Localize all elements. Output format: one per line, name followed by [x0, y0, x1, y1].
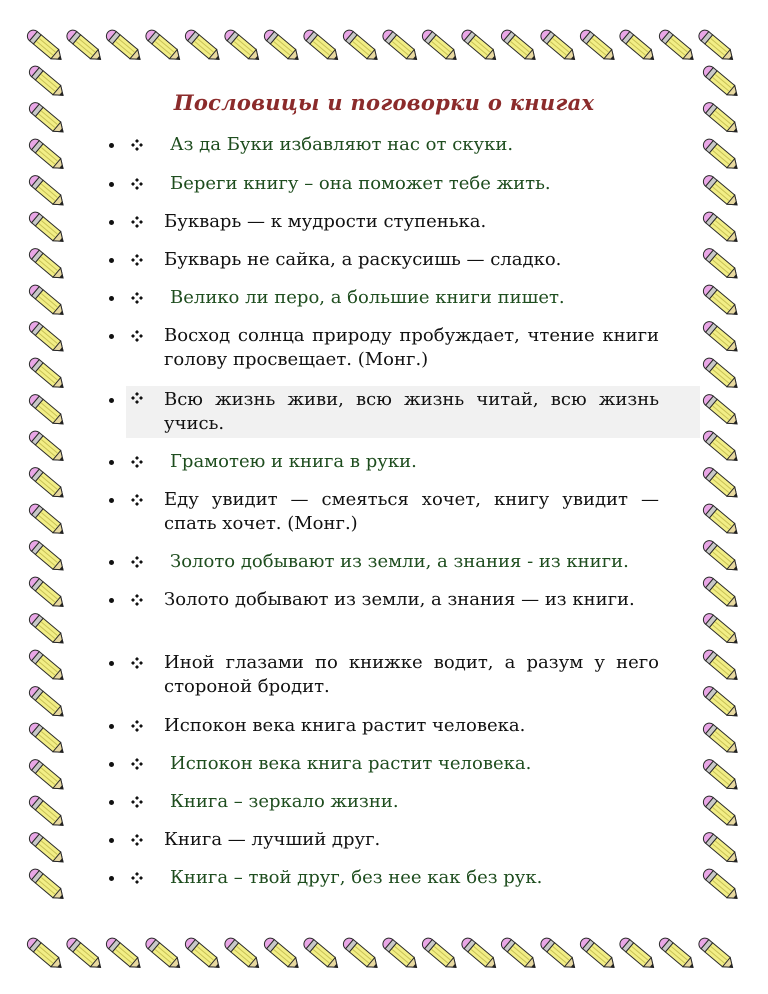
pencil-icon: [27, 356, 68, 393]
pencil-icon: [696, 28, 737, 65]
pencil-icon: [25, 28, 66, 65]
proverb-item: [126, 714, 700, 738]
proverb-item: [126, 386, 700, 438]
pencil-icon: [701, 721, 742, 758]
pencil-icon: [27, 721, 68, 758]
pencil-icon: [27, 392, 68, 429]
proverb-text: • Велико ли перо, а большие книги пишет.: [170, 287, 565, 308]
pencil-icon: [499, 28, 540, 65]
pencil-icon: [701, 648, 742, 685]
four-diamond-bullet-icon: [131, 254, 143, 266]
four-diamond-bullet-icon: [131, 834, 143, 846]
pencil-icon: [27, 684, 68, 721]
proverb-text: • Всю жизнь живи, всю жизнь читай, всю жизнь учись.: [164, 389, 659, 434]
pencil-icon: [701, 611, 742, 648]
proverb-text: • Восход солнца природу пробуждает, чтение книги голову просвещает. (Монг.): [164, 325, 659, 370]
four-diamond-bullet-icon: [131, 392, 143, 404]
pencil-icon: [27, 538, 68, 575]
pencil-icon: [380, 936, 421, 973]
four-diamond-bullet-icon: [131, 330, 143, 342]
pencil-icon: [701, 465, 742, 502]
proverb-item: [126, 752, 700, 776]
pencil-icon: [538, 936, 579, 973]
pencil-icon: [380, 28, 421, 65]
pencil-icon: [27, 319, 68, 356]
pencil-icon: [701, 429, 742, 466]
pencil-icon: [701, 538, 742, 575]
pencil-icon: [701, 356, 742, 393]
pencil-icon: [143, 936, 184, 973]
four-diamond-bullet-icon: [131, 657, 143, 669]
four-diamond-bullet-icon: [131, 758, 143, 770]
pencil-icon: [701, 502, 742, 539]
pencil-icon: [104, 28, 145, 65]
pencil-icon: [538, 28, 579, 65]
proverb-item: [126, 588, 700, 612]
pencil-icon: [27, 137, 68, 174]
proverb-item: [126, 133, 700, 157]
proverb-text: • Испокон века книга растит человека.: [164, 715, 526, 736]
pencil-icon: [143, 28, 184, 65]
pencil-icon: [459, 28, 500, 65]
proverb-text: • Букварь не сайка, а раскусишь — сладко.: [164, 249, 562, 270]
pencil-icon: [701, 173, 742, 210]
pencil-icon: [341, 28, 382, 65]
pencil-icon: [27, 575, 68, 612]
pencil-icon: [657, 936, 698, 973]
pencil-icon: [341, 936, 382, 973]
pencil-icon: [27, 611, 68, 648]
proverb-item: [126, 866, 700, 890]
proverb-item: [126, 324, 700, 372]
pencil-icon: [617, 936, 658, 973]
proverb-item: [126, 651, 700, 699]
pencil-icon: [578, 936, 619, 973]
pencil-icon: [701, 246, 742, 283]
four-diamond-bullet-icon: [131, 556, 143, 568]
pencil-icon: [701, 137, 742, 174]
proverb-text: • Книга – зеркало жизни.: [170, 791, 399, 812]
pencil-icon: [27, 794, 68, 831]
proverb-text: • Золото добывают из земли, а знания - из книги.: [170, 551, 629, 572]
proverb-text: • Книга — лучший друг.: [164, 829, 381, 850]
pencil-icon: [262, 936, 303, 973]
page-title: Пословицы и поговорки о книгах: [173, 90, 595, 115]
pencil-icon: [657, 28, 698, 65]
proverb-text: • Испокон века книга растит человека.: [170, 753, 532, 774]
pencil-icon: [27, 210, 68, 247]
pencil-icon: [578, 28, 619, 65]
proverb-text: • Еду увидит — смеяться хочет, книгу увидит — спать хочет. (Монг.): [164, 489, 659, 534]
proverb-item: [126, 828, 700, 852]
four-diamond-bullet-icon: [131, 494, 143, 506]
pencil-icon: [701, 283, 742, 320]
four-diamond-bullet-icon: [131, 292, 143, 304]
pencil-icon: [27, 502, 68, 539]
proverb-item: [126, 488, 700, 536]
pencil-icon: [222, 936, 263, 973]
pencil-icon: [499, 936, 540, 973]
pencil-icon: [222, 28, 263, 65]
pencil-icon: [27, 648, 68, 685]
proverb-text: • Книга – твой друг, без нее как без рук.: [170, 867, 543, 888]
pencil-icon: [701, 830, 742, 867]
pencil-icon: [27, 757, 68, 794]
proverb-text: • Аз да Буки избавляют нас от скуки.: [170, 134, 514, 155]
pencil-icon: [701, 392, 742, 429]
pencil-icon: [27, 429, 68, 466]
pencil-icon: [25, 936, 66, 973]
four-diamond-bullet-icon: [131, 796, 143, 808]
proverb-item: [126, 210, 700, 234]
four-diamond-bullet-icon: [131, 720, 143, 732]
pencil-icon: [459, 936, 500, 973]
pencil-icon: [701, 867, 742, 904]
pencil-icon: [104, 936, 145, 973]
pencil-icon: [701, 794, 742, 831]
proverb-text: • Букварь — к мудрости ступенька.: [164, 211, 487, 232]
pencil-icon: [301, 28, 342, 65]
four-diamond-bullet-icon: [131, 178, 143, 190]
pencil-icon: [262, 28, 303, 65]
four-diamond-bullet-icon: [131, 139, 143, 151]
pencil-icon: [27, 465, 68, 502]
pencil-icon: [420, 936, 461, 973]
proverb-text: • Грамотею и книга в руки.: [170, 451, 417, 472]
proverb-item: [126, 790, 700, 814]
pencil-icon: [701, 319, 742, 356]
pencil-icon: [27, 283, 68, 320]
pencil-icon: [64, 936, 105, 973]
pencil-icon: [183, 936, 224, 973]
pencil-icon: [183, 28, 224, 65]
four-diamond-bullet-icon: [131, 456, 143, 468]
pencil-icon: [701, 575, 742, 612]
pencil-icon: [27, 246, 68, 283]
proverb-text: • Золото добывают из земли, а знания — из книги.: [164, 589, 635, 610]
pencil-icon: [64, 28, 105, 65]
proverb-item: [126, 450, 700, 474]
pencil-icon: [27, 173, 68, 210]
four-diamond-bullet-icon: [131, 872, 143, 884]
pencil-icon: [27, 867, 68, 904]
pencil-icon: [696, 936, 737, 973]
pencil-icon: [701, 210, 742, 247]
proverb-text: • Береги книгу – она поможет тебе жить.: [170, 173, 551, 194]
proverb-item: [126, 550, 700, 574]
proverb-item: [126, 248, 700, 272]
pencil-icon: [301, 936, 342, 973]
pencil-icon: [617, 28, 658, 65]
four-diamond-bullet-icon: [131, 594, 143, 606]
four-diamond-bullet-icon: [131, 216, 143, 228]
pencil-icon: [420, 28, 461, 65]
proverb-text: • Иной глазами по книжке водит, а разум у него стороной бродит.: [164, 652, 659, 697]
pencil-icon: [701, 684, 742, 721]
proverb-item: [126, 172, 700, 196]
pencil-icon: [701, 757, 742, 794]
pencil-icon: [27, 830, 68, 867]
proverb-item: [126, 286, 700, 310]
